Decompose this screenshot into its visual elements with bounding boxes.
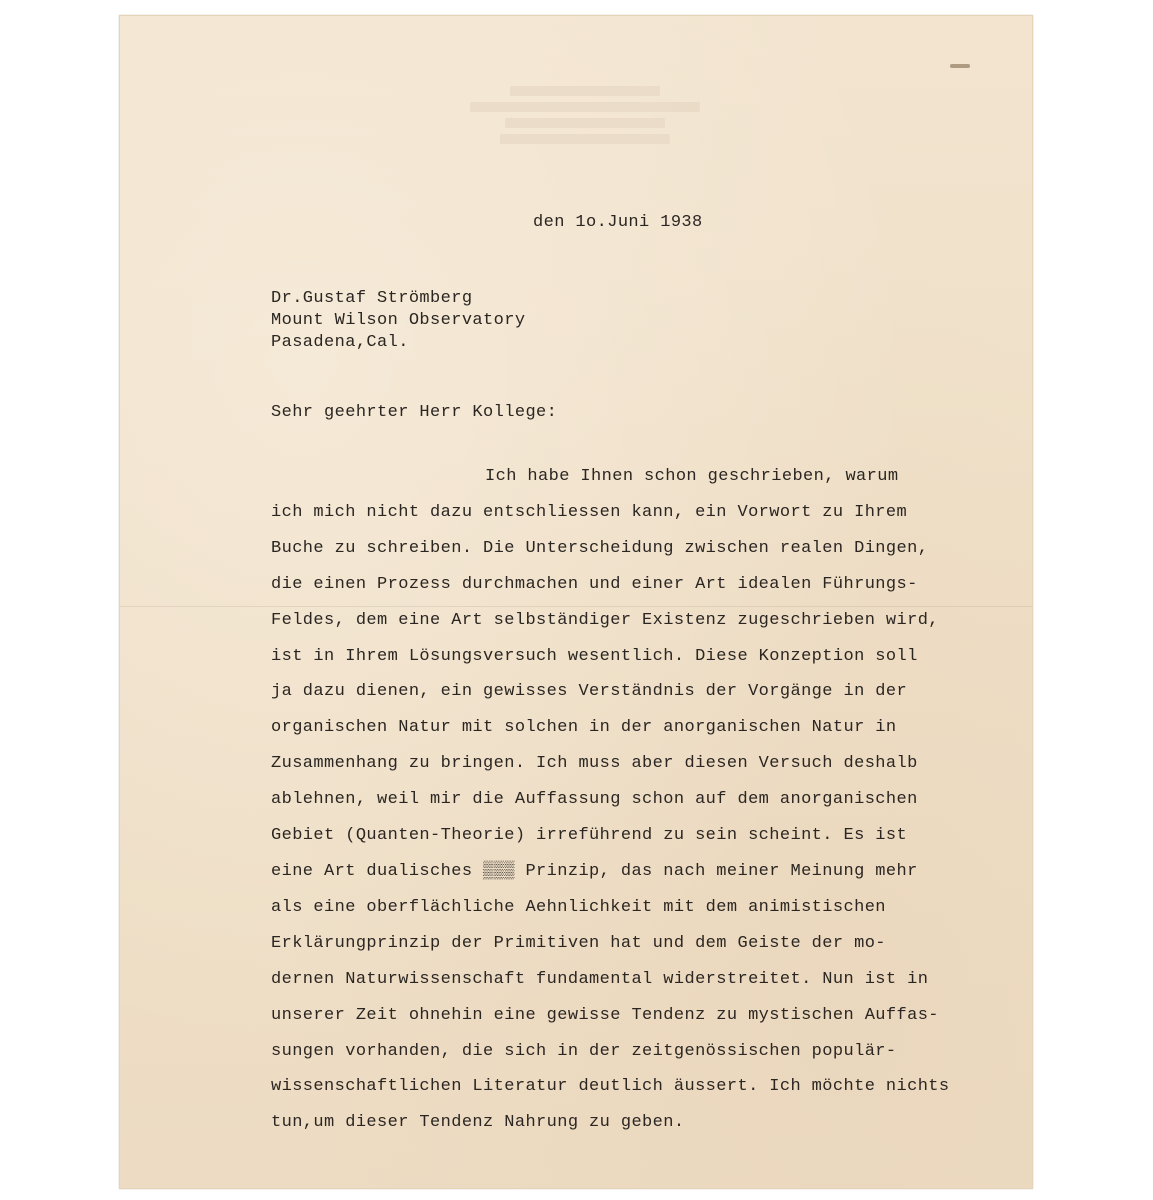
body-line: organischen Natur mit solchen in der anorganischen Natur in	[271, 718, 897, 738]
body-line: Buche zu schreiben. Die Unterscheidung zwischen realen Dingen,	[271, 538, 929, 558]
body-line: Gebiet (Quanten-Theorie) irreführend zu sein scheint. Es ist	[271, 826, 908, 846]
body-line: Erklärungprinzip der Primitiven hat und dem Geiste der mo-	[271, 933, 886, 953]
letterhead-line	[470, 102, 700, 112]
body-line: Zusammenhang zu bringen. Ich muss aber diesen Versuch deshalb	[271, 754, 918, 774]
recipient-institution: Mount Wilson Observatory	[271, 311, 526, 330]
body-line: Feldes, dem eine Art selbständiger Existenz zugeschrieben wird,	[271, 610, 939, 630]
letter-body	[271, 459, 950, 1141]
body-line: Ich habe Ihnen schon geschrieben, warum	[485, 467, 899, 486]
ink-smudge	[950, 64, 970, 68]
body-line: als eine oberflächliche Aehnlichkeit mit dem animistischen	[271, 897, 886, 917]
letter-page	[119, 15, 1033, 1189]
body-line: ich mich nicht dazu entschliessen kann, ein Vorwort zu Ihrem	[271, 502, 908, 522]
body-line: ist in Ihrem Lösungsversuch wesentlich. Diese Konzeption soll	[271, 646, 918, 666]
body-line: eine Art dualisches ▒▒▒ Prinzip, das nach meiner Meinung mehr	[271, 861, 918, 881]
body-line: die einen Prozess durchmachen und einer Art idealen Führungs-	[271, 574, 918, 594]
faded-letterhead-imprint	[450, 80, 700, 150]
letterhead-line	[510, 86, 660, 96]
letterhead-line	[505, 118, 665, 128]
body-line: ja dazu dienen, ein gewisses Verständnis der Vorgänge in der	[271, 682, 908, 702]
letterhead-line	[500, 134, 670, 144]
body-line: sungen vorhanden, die sich in der zeitgenössischen populär-	[271, 1041, 897, 1061]
body-line: ablehnen, weil mir die Auffassung schon auf dem anorganischen	[271, 790, 918, 810]
body-line: dernen Naturwissenschaft fundamental widerstreitet. Nun ist in	[271, 969, 929, 989]
salutation: Sehr geehrter Herr Kollege:	[271, 403, 558, 422]
recipient-name: Dr.Gustaf Strömberg	[271, 289, 473, 308]
recipient-city: Pasadena,Cal.	[271, 333, 409, 352]
letter-date: den 1o.Juni 1938	[533, 213, 703, 232]
body-line: unserer Zeit ohnehin eine gewisse Tendenz zu mystischen Auffas-	[271, 1005, 939, 1025]
recipient-address	[271, 288, 525, 354]
body-line: wissenschaftlichen Literatur deutlich äussert. Ich möchte nichts	[271, 1077, 950, 1097]
body-line: tun,um dieser Tendenz Nahrung zu geben.	[271, 1113, 685, 1133]
